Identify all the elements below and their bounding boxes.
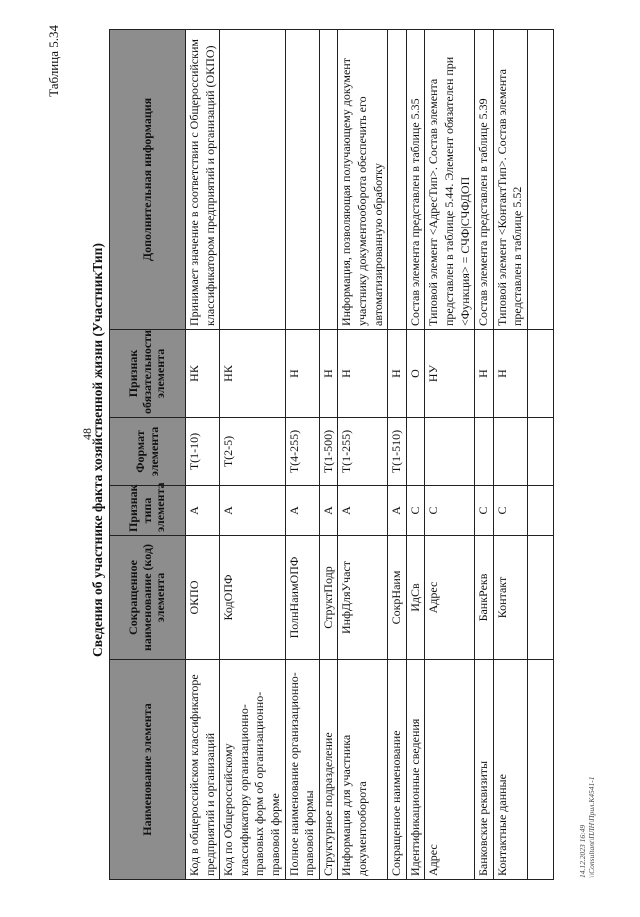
element-format: T(2-5) [220,418,285,486]
element-format [406,418,425,486]
element-format: T(1-510) [388,418,407,486]
element-required: Н [493,330,527,418]
table-row [493,30,527,880]
element-format: T(1-10) [186,418,220,486]
element-code: БанкРекв [475,536,494,660]
table-row [220,30,285,880]
element-required: Н [285,330,319,418]
element-info: Состав элемента представлен в таблице 5.39 [475,30,494,330]
element-required: Н [319,330,338,418]
element-type: А [285,486,319,536]
element-type: А [338,486,388,536]
element-format [475,418,494,486]
column-header: Признак типа элемента [110,486,186,536]
element-name: Информация для участника документооборота [338,660,388,880]
element-type: С [425,486,475,536]
table-row [186,30,220,880]
element-info: Информация, позволяющая получающему документ участнику документооборота обеспечить его автоматизированную обработку [338,30,388,330]
table-header-row [110,30,186,880]
element-required: НК [220,330,285,418]
table-number: Таблица 5.34 [46,25,61,97]
stamp-datetime: 14.12.2023 16:49 [578,824,587,878]
elements-table [109,29,554,880]
table-row [425,30,475,880]
element-name: Код по Общероссийскому классификатору организационно-правовых форм об организационно-правовой форме [220,660,285,880]
element-required: Н [338,330,388,418]
element-info: Состав элемента представлен в таблице 5.35 [406,30,425,330]
element-code: Контакт [493,536,527,660]
column-header: Признак обязательности элемента [110,330,186,418]
column-header: Сокращенное наименование (код) элемента [110,536,186,660]
element-type: А [186,486,220,536]
element-name: Сокращенное наименование [388,660,407,880]
element-format [425,418,475,486]
element-required: Н [388,330,407,418]
element-type: А [319,486,338,536]
element-format: T(1-500) [319,418,338,486]
table-row-empty [527,30,553,880]
element-code: Адрес [425,536,475,660]
element-info [388,30,407,330]
element-name: Банковские реквизиты [475,660,494,880]
table-row [475,30,494,880]
element-info: Типовой элемент <КонтактТип>. Состав элемента представлен в таблице 5.52 [493,30,527,330]
element-type: С [493,486,527,536]
column-header: Дополнительная информация [110,30,186,330]
element-code: ПолнНаимОПФ [285,536,319,660]
element-format [493,418,527,486]
element-info [220,30,285,330]
element-required: НК [186,330,220,418]
print-stamp [578,777,596,878]
element-code: СокрНаим [388,536,407,660]
stamp-path: \\Consultant\ПЛН\Прил.К4541-1 [587,776,596,878]
element-info [285,30,319,330]
element-name: Адрес [425,660,475,880]
table-row [319,30,338,880]
element-code: СтруктПодр [319,536,338,660]
column-header: Формат элемента [110,418,186,486]
page-number: 48 [80,428,94,440]
element-name: Идентификационные сведения [406,660,425,880]
element-required: НУ [425,330,475,418]
element-format: T(4-255) [285,418,319,486]
element-required: О [406,330,425,418]
element-type: С [406,486,425,536]
rotated-page [44,20,604,880]
element-required: Н [475,330,494,418]
element-type: А [388,486,407,536]
element-format: T(1-255) [338,418,388,486]
table-row [388,30,407,880]
table-row [285,30,319,880]
element-info: Типовой элемент <АдресТип>. Состав элемента представлен в таблице 5.44. Элемент обязателен при <Функция> = СЧФ|СЧФДОП [425,30,475,330]
element-info: Принимает значение в соответствии с Общероссийским классификатором предприятий и организаций (ОКПО) [186,30,220,330]
element-name: Полное наименование организационно-правовой формы [285,660,319,880]
element-name: Структурное подразделение [319,660,338,880]
column-header: Наименование элемента [110,660,186,880]
element-code: ОКПО [186,536,220,660]
element-name: Контактные данные [493,660,527,880]
element-name: Код в общероссийском классификаторе предприятий и организаций [186,660,220,880]
element-code: КодОПФ [220,536,285,660]
element-code: ИнфДляУчаст [338,536,388,660]
table-row [406,30,425,880]
element-type: А [220,486,285,536]
element-type: С [475,486,494,536]
element-info [319,30,338,330]
element-code: ИдСв [406,536,425,660]
table-title: Сведения об участнике факта хозяйственной жизни (УчастникТип) [90,243,105,657]
table-row [338,30,388,880]
